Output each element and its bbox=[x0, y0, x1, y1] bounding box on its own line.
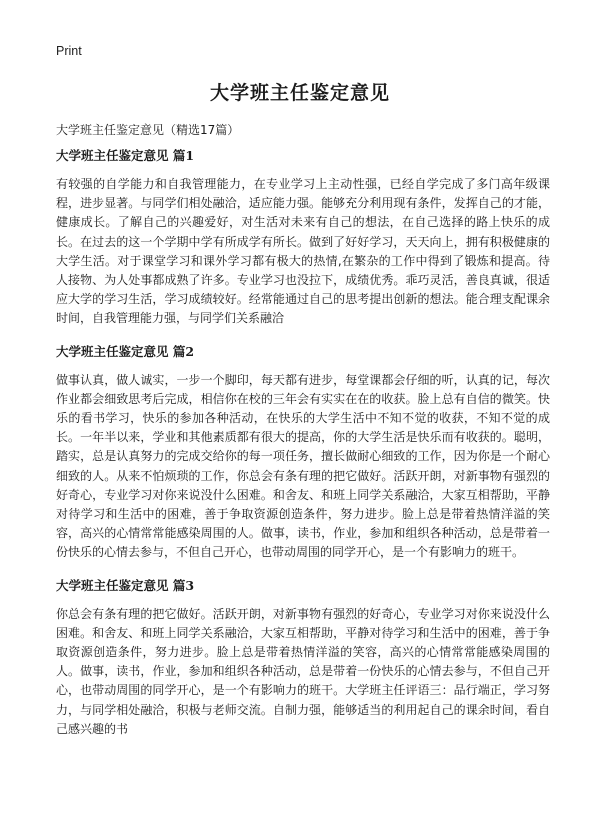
section-body: 你总会有条有理的把它做好。活跃开朗，对新事物有强烈的好奇心，专业学习对你来说没什么困难。和舍友、和班上同学关系融洽，大家互相帮助，平静对待学习和生活中的困难，善于争取资源创造条件，努力进步。脸上总是带着热情洋溢的笑容，高兴的心情常常能感染周围的人。做事，读书，作业，参加和组织各种活动，总是带着一份快乐的心情去参与，不但自己开心，也带动周围的同学开心，是一个有影响力的班干。大学班主任评语三：品行端正，学习努力，与同学相处融洽，积极与老师交流。自制力强，能够适当的利用起自己的课余时间，看自己感兴趣的书 bbox=[56, 606, 550, 736]
section-heading: 大学班主任鉴定意见 篇1 bbox=[56, 148, 195, 163]
section-1 bbox=[56, 147, 550, 329]
section-heading: 大学班主任鉴定意见 篇2 bbox=[56, 343, 195, 359]
document-content bbox=[56, 147, 550, 753]
section-heading: 大学班主任鉴定意见 篇3 bbox=[56, 577, 195, 593]
document-subtitle: 大学班主任鉴定意见（精选17篇） bbox=[56, 123, 240, 137]
page-title: 大学班主任鉴定意见 bbox=[209, 82, 390, 104]
section-2 bbox=[56, 343, 550, 563]
print-link[interactable]: Print bbox=[56, 44, 82, 58]
section-body: 做事认真，做人诚实，一步一个脚印，每天都有进步，每堂课都会仔细的听，认真的记，每次作业都会细致思考后完成，相信你在校的三年会有实实在在的收获。脸上总有自信的微笑。快乐的看书学习，快乐的参加各种活动，在快乐的大学生活中不知不觉的收获，不知不觉的成长。一年半以来，学业和其他素质都有很大的提高，你的大学生活是快乐而有收获的。聪明，踏实，总是认真努力的完成交给你的每一项任务，擅长做耐心细致的工作，因为你是一个耐心细致的人。从来不怕烦琐的工作，你总会有条有理的把它做好。活跃开朗，对新事物有强烈的好奇心，专业学习对你来说没什么困难。和舍友、和班上同学关系融洽，大家互相帮助，平静对待学习和生活中的困难，善于争取资源创造条件，努力进步。脸上总是带着热情洋溢的笑容，高兴的心情常常能感染周围的人。做事，读书，作业，参加和组织各种活动，总是带着一份快乐的心情去参与，不但自己开心，也带动周围的同学开心，是一个有影响力的班干。 bbox=[56, 372, 550, 560]
section-body: 有较强的自学能力和自我管理能力，在专业学习上主动性强，已经自学完成了多门高年级课程，进步显著。与同学们相处融洽，适应能力强。能够充分利用现有条件，发挥自己的才能，健康成长。了解自己的兴趣爱好，对生活对未来有自己的想法，在自己选择的路上快乐的成长。在过去的这一个学期中学有所成学有所长。做到了好好学习，天天向上，拥有积极健康的大学生活。对于课堂学习和课外学习都有极大的热情,在繁杂的工作中得到了锻炼和提高。待人接物、为人处事都成熟了许多。专业学习也没拉下，成绩优秀。乖巧灵活，善良真诚，很适应大学的学习生活，学习成绩较好。经常能通过自己的思考提出创新的想法。能合理支配课余时间，自我管理能力强，与同学们关系融洽 bbox=[56, 177, 550, 326]
section-3 bbox=[56, 577, 550, 739]
